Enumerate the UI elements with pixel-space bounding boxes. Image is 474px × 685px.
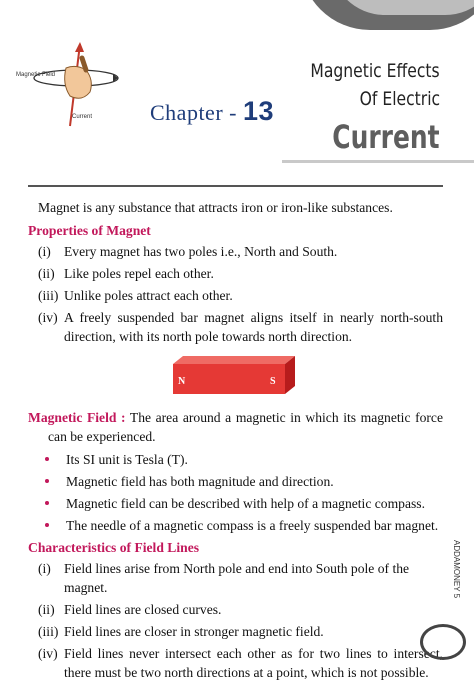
- figure-label-current: Current: [72, 114, 93, 120]
- property-text: A freely suspended bar magnet aligns itself in nearly north-south direction, with its north pole towards north direction.: [64, 310, 443, 344]
- field-point: [28, 472, 443, 491]
- current-arrow: [75, 42, 84, 52]
- property-marker: (i): [38, 244, 51, 259]
- magnet-top-face: [173, 356, 295, 364]
- field-point-text: The needle of a magnetic compass is a freely suspended bar magnet.: [66, 518, 439, 533]
- bullet-icon: [45, 501, 49, 505]
- bar-magnet-figure: [28, 356, 443, 398]
- bottom-decoration: [420, 624, 466, 660]
- magnet-south-label: S: [270, 376, 276, 387]
- property-item: [28, 264, 443, 283]
- field-line-item: [28, 600, 443, 619]
- field-line-marker: (iv): [38, 646, 58, 661]
- side-watermark: [452, 540, 470, 630]
- chapter-title-line1: Magnetic Effects: [310, 60, 440, 82]
- intro-text: Magnet is any substance that attracts iron or iron-like substances.: [38, 200, 393, 215]
- side-watermark-text: ADDAMONEY 5: [452, 540, 461, 599]
- chapter-number: 13: [242, 96, 275, 126]
- page-content: [28, 198, 443, 685]
- field-line-marker: (ii): [38, 602, 55, 617]
- field-line-text: Field lines never intersect each other as for two lines to intersect, there must be two north directions at a point, which is not possible.: [64, 646, 443, 680]
- field-lines-heading: Characteristics of Field Lines: [28, 540, 200, 555]
- field-line-item: [28, 644, 443, 682]
- bullet-icon: [45, 457, 49, 461]
- properties-heading: Properties of Magnet: [28, 223, 151, 238]
- property-text: Unlike poles attract each other.: [64, 288, 233, 303]
- figure-label-field: Magnetic Field: [16, 72, 56, 78]
- field-point: [28, 494, 443, 513]
- property-marker: (iii): [38, 288, 59, 303]
- magnet-front-face: [173, 364, 285, 394]
- field-line-text: Field lines are closer in stronger magnetic field.: [64, 624, 324, 639]
- header-rule: [282, 160, 474, 163]
- bullet-icon: [45, 523, 49, 527]
- field-line-marker: (iii): [38, 624, 59, 639]
- magnetic-field-definition: [28, 408, 443, 446]
- chapter-title-line3: Current: [332, 118, 440, 156]
- magnet-north-label: N: [178, 376, 186, 387]
- field-point: [28, 450, 443, 469]
- property-text: Every magnet has two poles i.e., North and South.: [64, 244, 338, 259]
- right-hand-rule-figure: [14, 40, 134, 130]
- field-point-text: Magnetic field has both magnitude and direction.: [66, 474, 334, 489]
- property-item: [28, 242, 443, 261]
- bar-magnet-svg: [28, 356, 443, 398]
- chapter-label: [150, 96, 274, 127]
- field-point: [28, 516, 443, 535]
- magnetic-field-text: The area around a magnetic in which its magnetic force can be experienced.: [48, 410, 443, 444]
- property-text: Like poles repel each other.: [64, 266, 214, 281]
- property-marker: (ii): [38, 266, 55, 281]
- field-line-item: [28, 559, 443, 597]
- section-divider: [28, 185, 443, 187]
- bullet-icon: [45, 479, 49, 483]
- field-line-text: Field lines are closed curves.: [64, 602, 222, 617]
- field-point-text: Magnetic field can be described with help of a magnetic compass.: [66, 496, 425, 511]
- property-item: [28, 286, 443, 305]
- field-line-marker: (i): [38, 561, 51, 576]
- property-marker: (iv): [38, 310, 58, 325]
- magnetic-field-heading: Magnetic Field :: [28, 410, 126, 425]
- chapter-word: Chapter -: [150, 100, 237, 125]
- field-line-item: [28, 622, 443, 641]
- property-item: [28, 308, 443, 346]
- field-line-text: Field lines arise from North pole and end into South pole of the magnet.: [64, 561, 410, 595]
- chapter-title-line2: Of Electric: [359, 88, 440, 110]
- field-point-text: Its SI unit is Tesla (T).: [66, 452, 188, 467]
